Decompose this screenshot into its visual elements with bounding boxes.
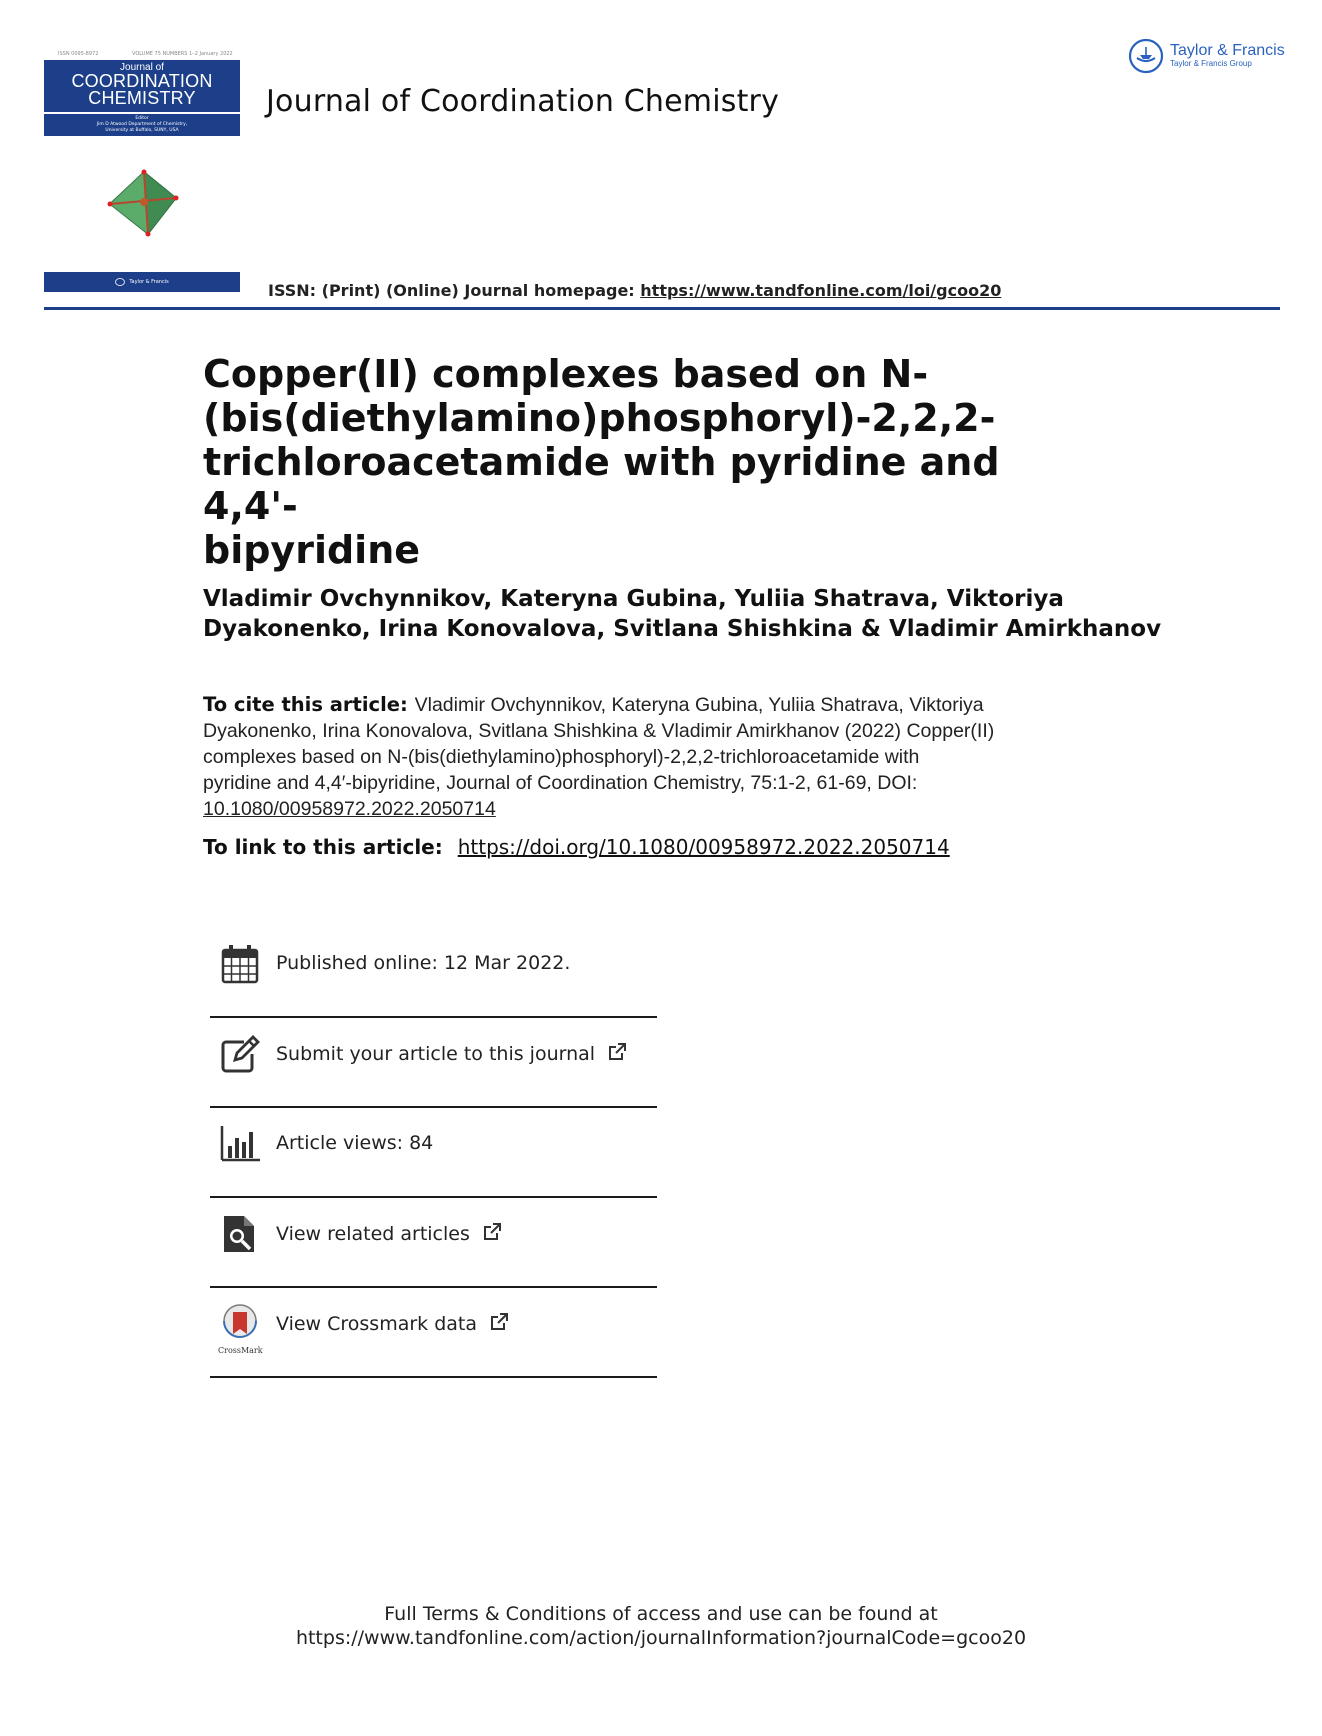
cover-name-line1: COORDINATION xyxy=(71,71,213,91)
citation-doi-link[interactable]: 10.1080/00958972.2022.2050714 xyxy=(203,798,496,820)
crossmark-item[interactable] xyxy=(210,1304,660,1384)
title-line: bipyridine xyxy=(203,528,421,572)
divider xyxy=(210,1196,657,1198)
related-articles-text: View related articles xyxy=(276,1223,470,1245)
article-link-line xyxy=(203,835,950,859)
authors-line: Vladimir Ovchynnikov, Kateryna Gubina, Yuliia Shatrava, Viktoriya xyxy=(203,586,1064,612)
citation-label: To cite this article: xyxy=(203,693,415,716)
authors xyxy=(203,584,1203,644)
publisher-name: Taylor & Francis xyxy=(1170,42,1285,59)
publisher-group: Taylor & Francis Group xyxy=(1170,59,1252,68)
citation-line: Vladimir Ovchynnikov, Kateryna Gubina, Yuliia Shatrava, Viktoriya xyxy=(414,694,984,716)
journal-homepage-link[interactable]: https://www.tandfonline.com/loi/gcoo20 xyxy=(640,281,1002,300)
citation-line: pyridine and 4,4′-bipyridine, Journal of Coordination Chemistry, 75:1-2, 61-69, DOI: xyxy=(203,772,918,794)
cover-editor-strip xyxy=(44,114,240,136)
cover-journal-of: Journal of xyxy=(120,62,164,73)
published-online-text: Published online: 12 Mar 2022. xyxy=(276,952,571,974)
article-title xyxy=(203,352,1103,572)
crystal-structure-icon xyxy=(104,168,180,238)
cover-editor-line: Editor xyxy=(135,116,149,121)
footer-terms xyxy=(0,1602,1322,1650)
tf-small-logo-icon xyxy=(115,278,125,286)
footer-line: Full Terms & Conditions of access and use can be found at xyxy=(384,1603,938,1625)
external-link-icon xyxy=(482,1222,502,1242)
cover-issn: ISSN 0095-8972 xyxy=(58,51,99,57)
citation-line: complexes based on N-(bis(diethylamino)phosphoryl)-2,2,2-trichloroacetamide with xyxy=(203,746,920,768)
header-divider xyxy=(44,307,1280,310)
crossmark-icon xyxy=(220,1304,260,1348)
divider xyxy=(210,1106,657,1108)
external-link-icon xyxy=(489,1312,509,1332)
journal-title: Journal of Coordination Chemistry xyxy=(266,84,780,119)
cover-title-band xyxy=(44,60,240,112)
calendar-icon xyxy=(220,944,260,984)
footer-terms-link[interactable]: https://www.tandfonline.com/action/journalInformation?journalCode=gcoo20 xyxy=(295,1627,1027,1649)
related-articles-link[interactable] xyxy=(276,1222,502,1245)
title-line: trichloroacetamide with pyridine and 4,4'- xyxy=(203,440,1000,528)
link-label: To link to this article: xyxy=(203,835,450,859)
cover-publisher-name: Taylor & Francis xyxy=(129,279,169,285)
submit-article-item[interactable] xyxy=(210,1034,660,1114)
article-doi-link[interactable]: https://doi.org/10.1080/00958972.2022.2050714 xyxy=(457,835,950,859)
cover-editor-line: University at Buffalo, SUNY, USA xyxy=(105,128,179,133)
journal-cover xyxy=(44,50,240,136)
citation-line: Dyakonenko, Irina Konovalova, Svitlana Shishkina & Vladimir Amirkhanov (2022) Copper(II) xyxy=(203,720,995,742)
issn-text: ISSN: (Print) (Online) Journal homepage: xyxy=(268,281,641,300)
title-line: (bis(diethylamino)phosphoryl)-2,2,2- xyxy=(203,396,996,440)
article-views-item xyxy=(210,1124,660,1204)
cover-name-line2: CHEMISTRY xyxy=(88,88,196,108)
cover-publisher-band xyxy=(44,272,240,292)
divider xyxy=(210,1286,657,1288)
cover-editor-line: Jim D Atwood Department of Chemistry, xyxy=(96,122,188,127)
article-views-text: Article views: 84 xyxy=(276,1132,434,1154)
citation-block xyxy=(203,692,1083,822)
bar-chart-icon xyxy=(220,1124,260,1164)
external-link-icon xyxy=(607,1042,627,1062)
document-search-icon xyxy=(220,1214,260,1254)
publisher-logo[interactable] xyxy=(1128,38,1285,74)
submit-article-link[interactable] xyxy=(276,1042,627,1065)
cover-volume: VOLUME 75 NUMBERS 1–2 January 2022 xyxy=(132,51,233,57)
issn-line xyxy=(268,281,1001,300)
title-line: Copper(II) complexes based on N- xyxy=(203,352,929,396)
submit-article-text: Submit your article to this journal xyxy=(276,1043,596,1065)
divider xyxy=(210,1016,657,1018)
published-online-item xyxy=(210,944,660,1024)
crossmark-caption: CrossMark xyxy=(218,1346,263,1355)
crossmark-link[interactable] xyxy=(276,1312,509,1335)
authors-line: Dyakonenko, Irina Konovalova, Svitlana Shishkina & Vladimir Amirkhanov xyxy=(203,616,1162,642)
edit-icon xyxy=(220,1034,260,1074)
divider xyxy=(210,1376,657,1378)
crossmark-text: View Crossmark data xyxy=(276,1313,478,1335)
related-articles-item[interactable] xyxy=(210,1214,660,1294)
taylor-francis-logo-icon xyxy=(1128,38,1164,74)
